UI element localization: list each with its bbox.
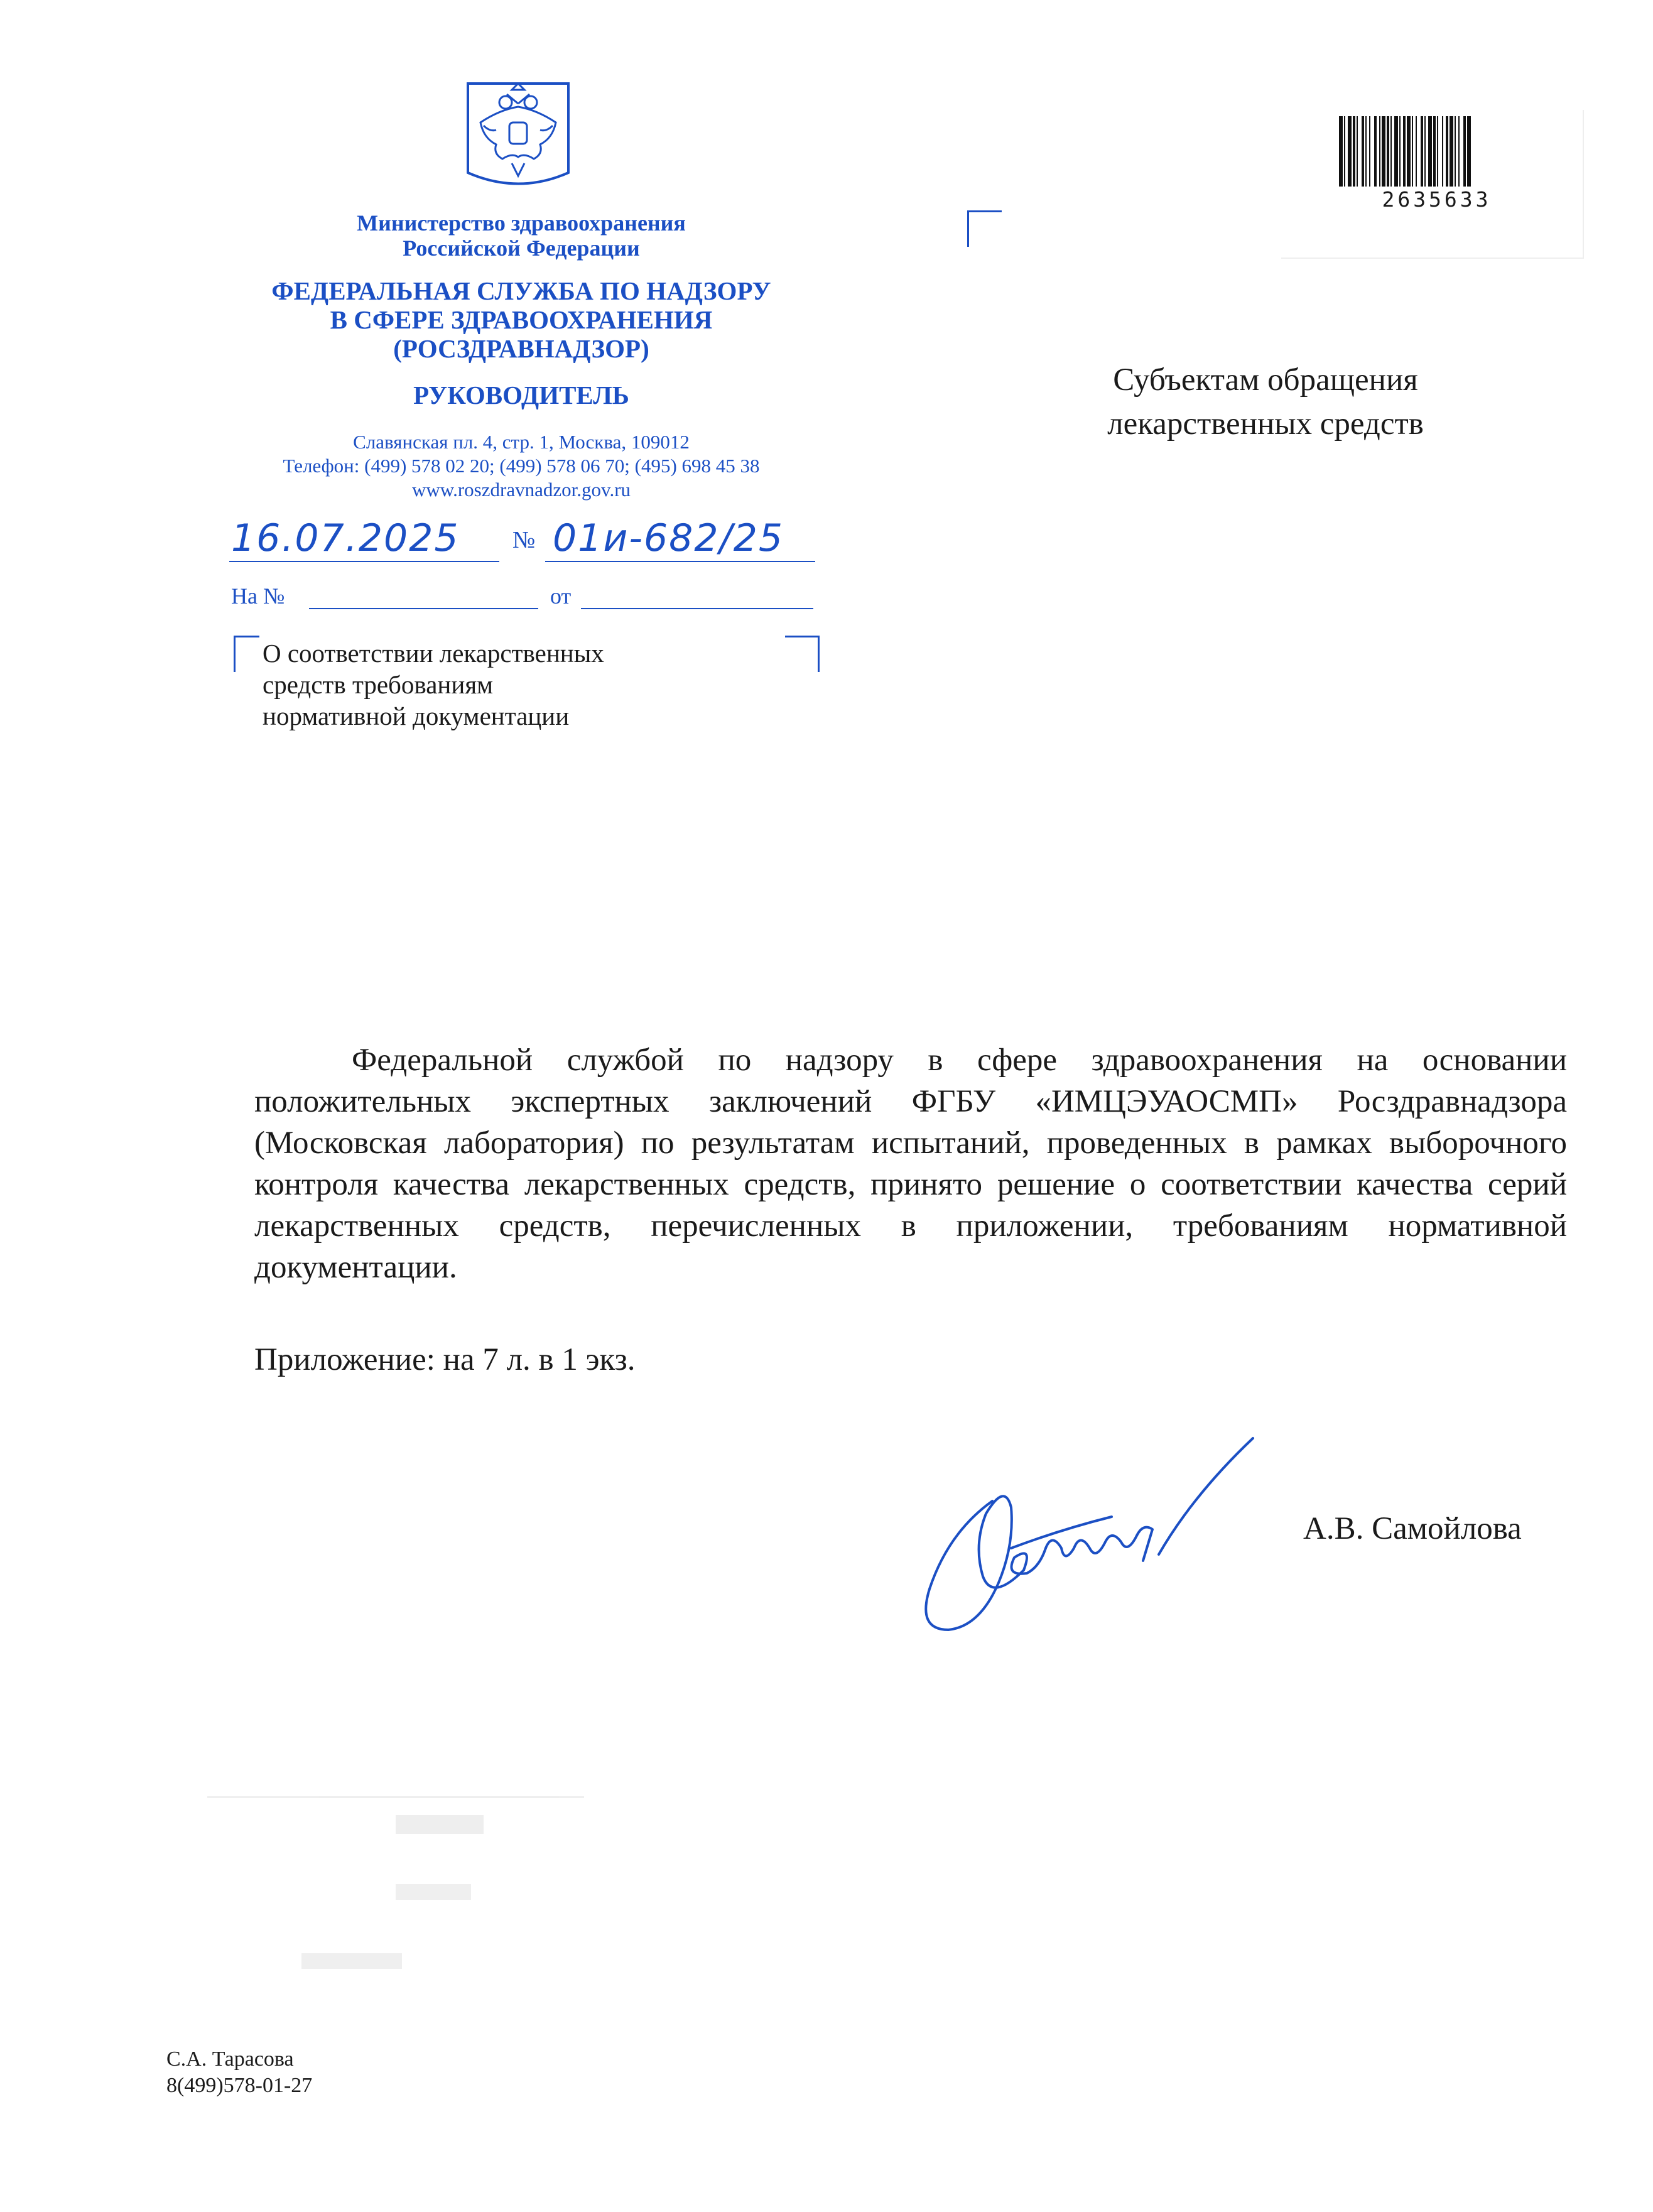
registration-date: 16.07.2025 (231, 516, 460, 560)
subject-line3: нормативной документации (263, 702, 570, 730)
subject-corner-right (785, 636, 820, 672)
addressee-line1: Субъектам обращения (1113, 362, 1418, 398)
number-underline (545, 561, 815, 562)
signature-icon (904, 1413, 1331, 1652)
ministry-line1: Министерство здравоохранения (357, 210, 686, 236)
faded-stamp (207, 1796, 597, 2022)
subject-text (263, 637, 778, 732)
reply-number-label: На № (231, 583, 285, 609)
website-text: www.roszdravnadzor.gov.ru (411, 479, 631, 501)
barcode-icon (1338, 116, 1536, 187)
phone-text: Телефон: (499) 578 02 20; (499) 578 06 70; (495) 698 45 38 (283, 455, 760, 477)
ministry-line2: Российской Федерации (403, 236, 640, 261)
reply-number-line (309, 608, 538, 609)
contact-block (207, 430, 835, 502)
service-line2: В СФЕРЕ ЗДРАВООХРАНЕНИЯ (330, 305, 713, 334)
date-underline (229, 561, 499, 562)
subject-line1: О соответствии лекарственных (263, 639, 604, 668)
ministry-name (226, 210, 816, 261)
executor-info (166, 2046, 312, 2099)
registration-number: 01и-682/25 (553, 516, 784, 560)
subject-corner-left (234, 636, 259, 672)
executor-phone: 8(499)578-01-27 (166, 2074, 313, 2097)
attachment-note: Приложение: на 7 л. в 1 экз. (254, 1342, 636, 1377)
body-paragraph: Федеральной службой по надзору в сфере здравоохранения на основании положительных экспертных заключений ФГБУ «ИМЦЭУАОСМП» Росздравнадзора (Московская лаборатория) по результатам испытаний, проведенных в рамках выборочного контроля качества лекарственных средств, принято решение о соответствии качества серий лекарственных средств, перечисленных в приложении, требованиям нормативной документации. (254, 1043, 1567, 1285)
addressee-corner (967, 210, 1002, 247)
reply-date-line (581, 608, 813, 609)
barcode-number: 2635633 (1382, 187, 1492, 212)
addressee (1014, 358, 1517, 446)
address-text: Славянская пл. 4, стр. 1, Москва, 109012 (353, 431, 690, 453)
addressee-line2: лекарственных средств (1107, 406, 1424, 442)
emblem-icon (462, 79, 575, 195)
executor-name: С.А. Тарасова (166, 2047, 294, 2071)
signatory-name: А.В. Самойлова (1303, 1511, 1522, 1546)
number-label: № (512, 527, 536, 553)
service-line1: ФЕДЕРАЛЬНАЯ СЛУЖБА ПО НАДЗОРУ (271, 276, 771, 305)
reply-from-label: от (550, 583, 572, 609)
role-title: РУКОВОДИТЕЛЬ (413, 381, 629, 409)
service-name (207, 276, 835, 363)
subject-line2: средств требованиям (263, 670, 494, 699)
service-line3: (РОСЗДРАВНАДЗОР) (393, 334, 649, 363)
